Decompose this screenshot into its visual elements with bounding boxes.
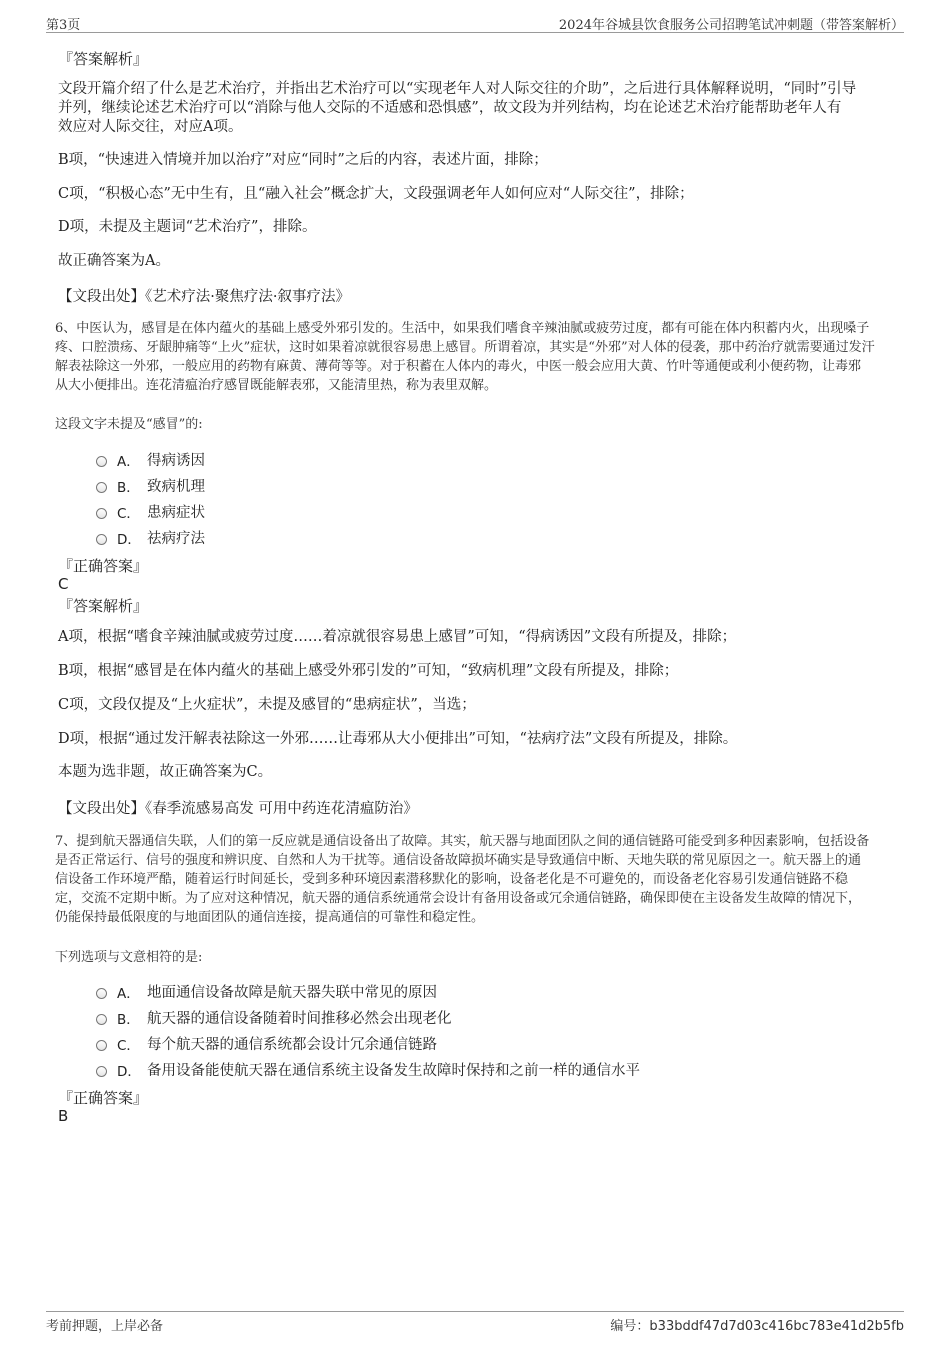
q6-option-c[interactable] bbox=[96, 501, 205, 522]
q6-text-line: 解表祛除这一外邪，一般应用的药物有麻黄、薄荷等等。对于积蓄在人体内的毒火，中医一般会应用大黄、竹叶等通便或利小便药物，让毒邪 bbox=[55, 359, 862, 374]
q6-analysis-b: B项，根据“感冒是在体内蕴火的基础上感受外邪引发的”可知，“致病机理”文段有所提及，排除； bbox=[58, 663, 679, 679]
q6-text bbox=[55, 319, 895, 395]
q6-correct-answer: C bbox=[58, 575, 69, 593]
q7-correct-answer: B bbox=[58, 1107, 69, 1125]
q7-option-d[interactable] bbox=[96, 1059, 640, 1080]
option-letter: D． bbox=[117, 1063, 141, 1080]
option-letter: D． bbox=[117, 531, 141, 548]
radio-icon[interactable] bbox=[96, 534, 107, 545]
q6-source: 【文段出处】《春季流感易高发 可用中药连花清瘟防治》 bbox=[58, 801, 418, 817]
footer-code-value: b33bddf47d7d03c416bc783e41d2b5fb bbox=[649, 1319, 904, 1334]
q6-option-b[interactable] bbox=[96, 475, 205, 496]
document-title: 2024年谷城县饮食服务公司招聘笔试冲刺题（带答案解析） bbox=[558, 18, 904, 33]
q7-option-c[interactable] bbox=[96, 1033, 437, 1054]
q5-analysis-d: D项，未提及主题词“艺术治疗”，排除。 bbox=[58, 219, 317, 235]
q6-correct-label: 『正确答案』 bbox=[58, 557, 149, 575]
option-text: 航天器的通信设备随着时间推移必然会出现老化 bbox=[147, 1011, 452, 1027]
q7-text-line: 定，交流不定期中断。为了应对这种情况，航天器的通信系统通常会设计有备用设备或冗余通信链路，确保即使在主设备发生故障的情况下， bbox=[55, 891, 862, 906]
q6-analysis-a: A项，根据“嗜食辛辣油腻或疲劳过度……着凉就很容易患上感冒”可知，“得病诱因”文段有所提及，排除； bbox=[58, 629, 737, 645]
radio-icon[interactable] bbox=[96, 1040, 107, 1051]
q7-prompt: 下列选项与文意相符的是: bbox=[55, 950, 203, 965]
q6-text-line: 6、中医认为，感冒是在体内蕴火的基础上感受外邪引发的。生活中，如果我们嗜食辛辣油腻或疲劳过度，都有可能在体内积蓄内火，出现嗓子 bbox=[55, 321, 870, 336]
q7-text-line: 仍能保持最低限度的与地面团队的通信连接，提高通信的可靠性和稳定性。 bbox=[55, 910, 485, 925]
q5-analysis-b: B项，“快速进入情境并加以治疗”对应“同时”之后的内容，表述片面，排除； bbox=[58, 152, 548, 168]
option-text: 祛病疗法 bbox=[147, 531, 205, 547]
page-footer bbox=[46, 1311, 904, 1336]
q7-option-a[interactable] bbox=[96, 981, 437, 1002]
footer-slogan: 考前押题，上岸必备 bbox=[46, 1319, 164, 1334]
option-text: 患病症状 bbox=[147, 505, 205, 521]
page-header bbox=[46, 12, 904, 33]
radio-icon[interactable] bbox=[96, 456, 107, 467]
q7-option-b[interactable] bbox=[96, 1007, 452, 1028]
option-letter: C． bbox=[117, 505, 140, 522]
q6-text-line: 疼、口腔溃疡、牙龈肿痛等“上火”症状，这时如果着凉就很容易患上感冒。所谓着凉，其实是“外邪”对人体的侵袭，那中药治疗就需要通过发汗 bbox=[55, 340, 875, 355]
q5-analysis-c: C项，“积极心态”无中生有，且“融入社会”概念扩大，文段强调老年人如何应对“人际交往”，排除； bbox=[58, 186, 694, 202]
option-text: 地面通信设备故障是航天器失联中常见的原因 bbox=[147, 985, 437, 1001]
q6-option-d[interactable] bbox=[96, 527, 205, 548]
option-letter: C． bbox=[117, 1037, 140, 1054]
q5-analysis-para1 bbox=[58, 80, 892, 137]
radio-icon[interactable] bbox=[96, 1014, 107, 1025]
radio-icon[interactable] bbox=[96, 508, 107, 519]
radio-icon[interactable] bbox=[96, 988, 107, 999]
footer-code bbox=[610, 1315, 904, 1334]
option-text: 备用设备能使航天器在通信系统主设备发生故障时保持和之前一样的通信水平 bbox=[147, 1063, 640, 1079]
q5-para1-line: 文段开篇介绍了什么是艺术治疗，并指出艺术治疗可以“实现老年人对人际交往的介助”，之后进行具体解释说明，“同时”引导 bbox=[58, 81, 857, 97]
q6-analysis-d: D项，根据“通过发汗解表祛除这一外邪……让毒邪从大小便排出”可知，“祛病疗法”文段有所提及，排除。 bbox=[58, 731, 738, 747]
q6-text-line: 从大小便排出。连花清瘟治疗感冒既能解表邪，又能清里热，称为表里双解。 bbox=[55, 378, 498, 393]
q6-analysis-label: 『答案解析』 bbox=[58, 597, 149, 615]
page-number: 第3页 bbox=[46, 18, 81, 33]
option-text: 致病机理 bbox=[147, 479, 205, 495]
q5-source: 【文段出处】《艺术疗法·聚焦疗法·叙事疗法》 bbox=[58, 289, 350, 305]
q5-conclusion: 故正确答案为A。 bbox=[58, 253, 170, 269]
option-letter: B． bbox=[117, 1011, 140, 1028]
option-letter: A． bbox=[117, 985, 140, 1002]
q5-para1-line: 效应对人际交往，对应A项。 bbox=[58, 119, 243, 135]
q5-para1-line: 并列，继续论述艺术治疗可以“消除与他人交际的不适感和恐惧感”，故文段为并列结构，均在论述艺术治疗能帮助老年人有 bbox=[58, 100, 842, 116]
q6-option-a[interactable] bbox=[96, 449, 205, 470]
radio-icon[interactable] bbox=[96, 1066, 107, 1077]
q6-conclusion: 本题为选非题，故正确答案为C。 bbox=[58, 764, 273, 780]
q7-text-line: 7、提到航天器通信失联，人们的第一反应就是通信设备出了故障。其实，航天器与地面团队之间的通信链路可能受到多种因素影响，包括设备 bbox=[55, 834, 870, 849]
option-text: 每个航天器的通信系统都会设计冗余通信链路 bbox=[147, 1037, 437, 1053]
radio-icon[interactable] bbox=[96, 482, 107, 493]
option-text: 得病诱因 bbox=[147, 453, 205, 469]
q5-analysis-label: 『答案解析』 bbox=[58, 50, 149, 68]
option-letter: A． bbox=[117, 453, 140, 470]
footer-code-label: 编号： bbox=[610, 1319, 650, 1334]
q7-correct-label: 『正确答案』 bbox=[58, 1089, 149, 1107]
option-letter: B． bbox=[117, 479, 140, 496]
q7-text-line: 信设备工作环境严酷，随着运行时间延长，受到多种环境因素潜移默化的影响，设备老化是不可避免的，而设备老化容易引发通信链路不稳 bbox=[55, 872, 849, 887]
q6-analysis-c: C项，文段仅提及“上火症状”，未提及感冒的“患病症状”，当选； bbox=[58, 697, 476, 713]
q6-prompt: 这段文字未提及“感冒”的: bbox=[55, 417, 203, 432]
q7-text bbox=[55, 832, 895, 927]
q7-text-line: 是否正常运行、信号的强度和辨识度、自然和人为干扰等。通信设备故障损坏确实是导致通信中断、天地失联的常见原因之一。航天器上的通 bbox=[55, 853, 862, 868]
